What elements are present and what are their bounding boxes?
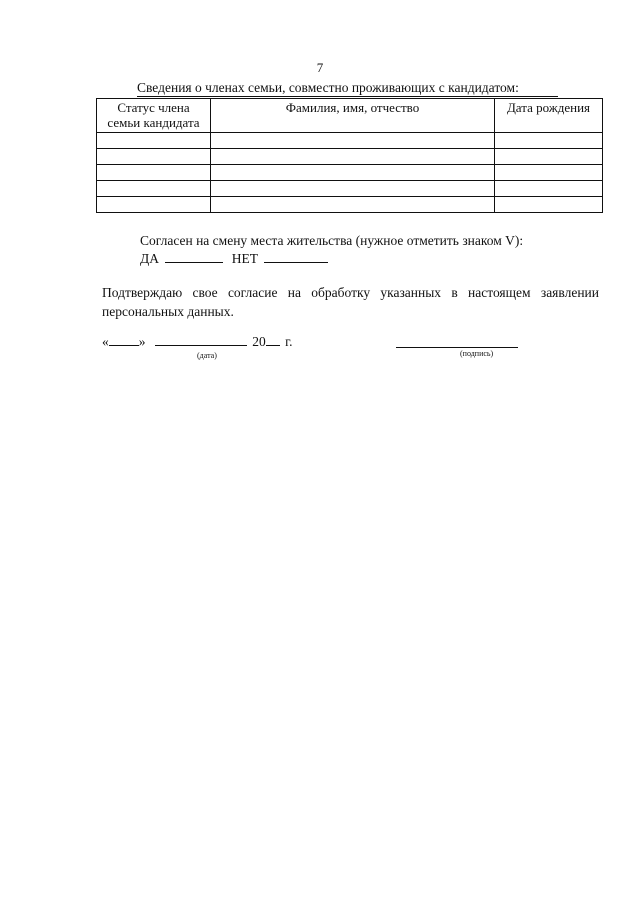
year-blank[interactable] (266, 333, 280, 346)
cell-birth-date[interactable] (495, 133, 603, 149)
cell-birth-date[interactable] (495, 149, 603, 165)
year-suffix: г. (285, 334, 293, 349)
year-prefix: 20 (252, 334, 266, 349)
header-status (97, 99, 211, 133)
cell-full-name[interactable] (211, 149, 495, 165)
no-answer-blank[interactable] (264, 250, 328, 263)
cell-status[interactable] (97, 165, 211, 181)
table-row (97, 181, 603, 197)
cell-full-name[interactable] (211, 197, 495, 213)
table-row (97, 133, 603, 149)
cell-birth-date[interactable] (495, 165, 603, 181)
cell-full-name[interactable] (211, 165, 495, 181)
cell-status[interactable] (97, 181, 211, 197)
personal-data-consent: Подтверждаю свое согласие на обработку указанных в настоящем заявлении персональных данных. (102, 285, 599, 319)
date-open-quote: « (102, 334, 109, 349)
header-full-name: Фамилия, имя, отчество (211, 99, 495, 133)
month-blank[interactable] (155, 333, 247, 346)
cell-full-name[interactable] (211, 133, 495, 149)
date-caption: (дата) (197, 351, 217, 360)
table-header-row (97, 99, 603, 133)
day-blank[interactable] (109, 333, 139, 346)
header-status-line1: Статус члена (117, 100, 190, 115)
no-label: НЕТ (231, 251, 258, 266)
cell-birth-date[interactable] (495, 181, 603, 197)
relocation-question: Согласен на смену места жительства (нужное отметить знаком V): (140, 233, 524, 248)
yes-label: ДА (140, 251, 159, 266)
signature-caption: (подпись) (460, 349, 494, 358)
cell-birth-date[interactable] (495, 197, 603, 213)
table-caption: Сведения о членах семьи, совместно проживающих с кандидатом: (137, 80, 519, 95)
date-close-quote: » (138, 334, 146, 349)
relocation-answer-row (140, 250, 328, 267)
caption-underline (137, 96, 558, 97)
family-members-table (96, 98, 603, 213)
header-birth-date: Дата рождения (495, 99, 603, 133)
table-row (97, 149, 603, 165)
cell-full-name[interactable] (211, 181, 495, 197)
yes-answer-blank[interactable] (165, 250, 223, 263)
table-row (97, 165, 603, 181)
cell-status[interactable] (97, 197, 211, 213)
page-number: 7 (316, 60, 324, 75)
table-row (97, 197, 603, 213)
cell-status[interactable] (97, 133, 211, 149)
header-status-line2: семьи кандидата (107, 115, 200, 130)
cell-status[interactable] (97, 149, 211, 165)
date-field (102, 333, 293, 350)
signature-line[interactable] (396, 347, 518, 348)
